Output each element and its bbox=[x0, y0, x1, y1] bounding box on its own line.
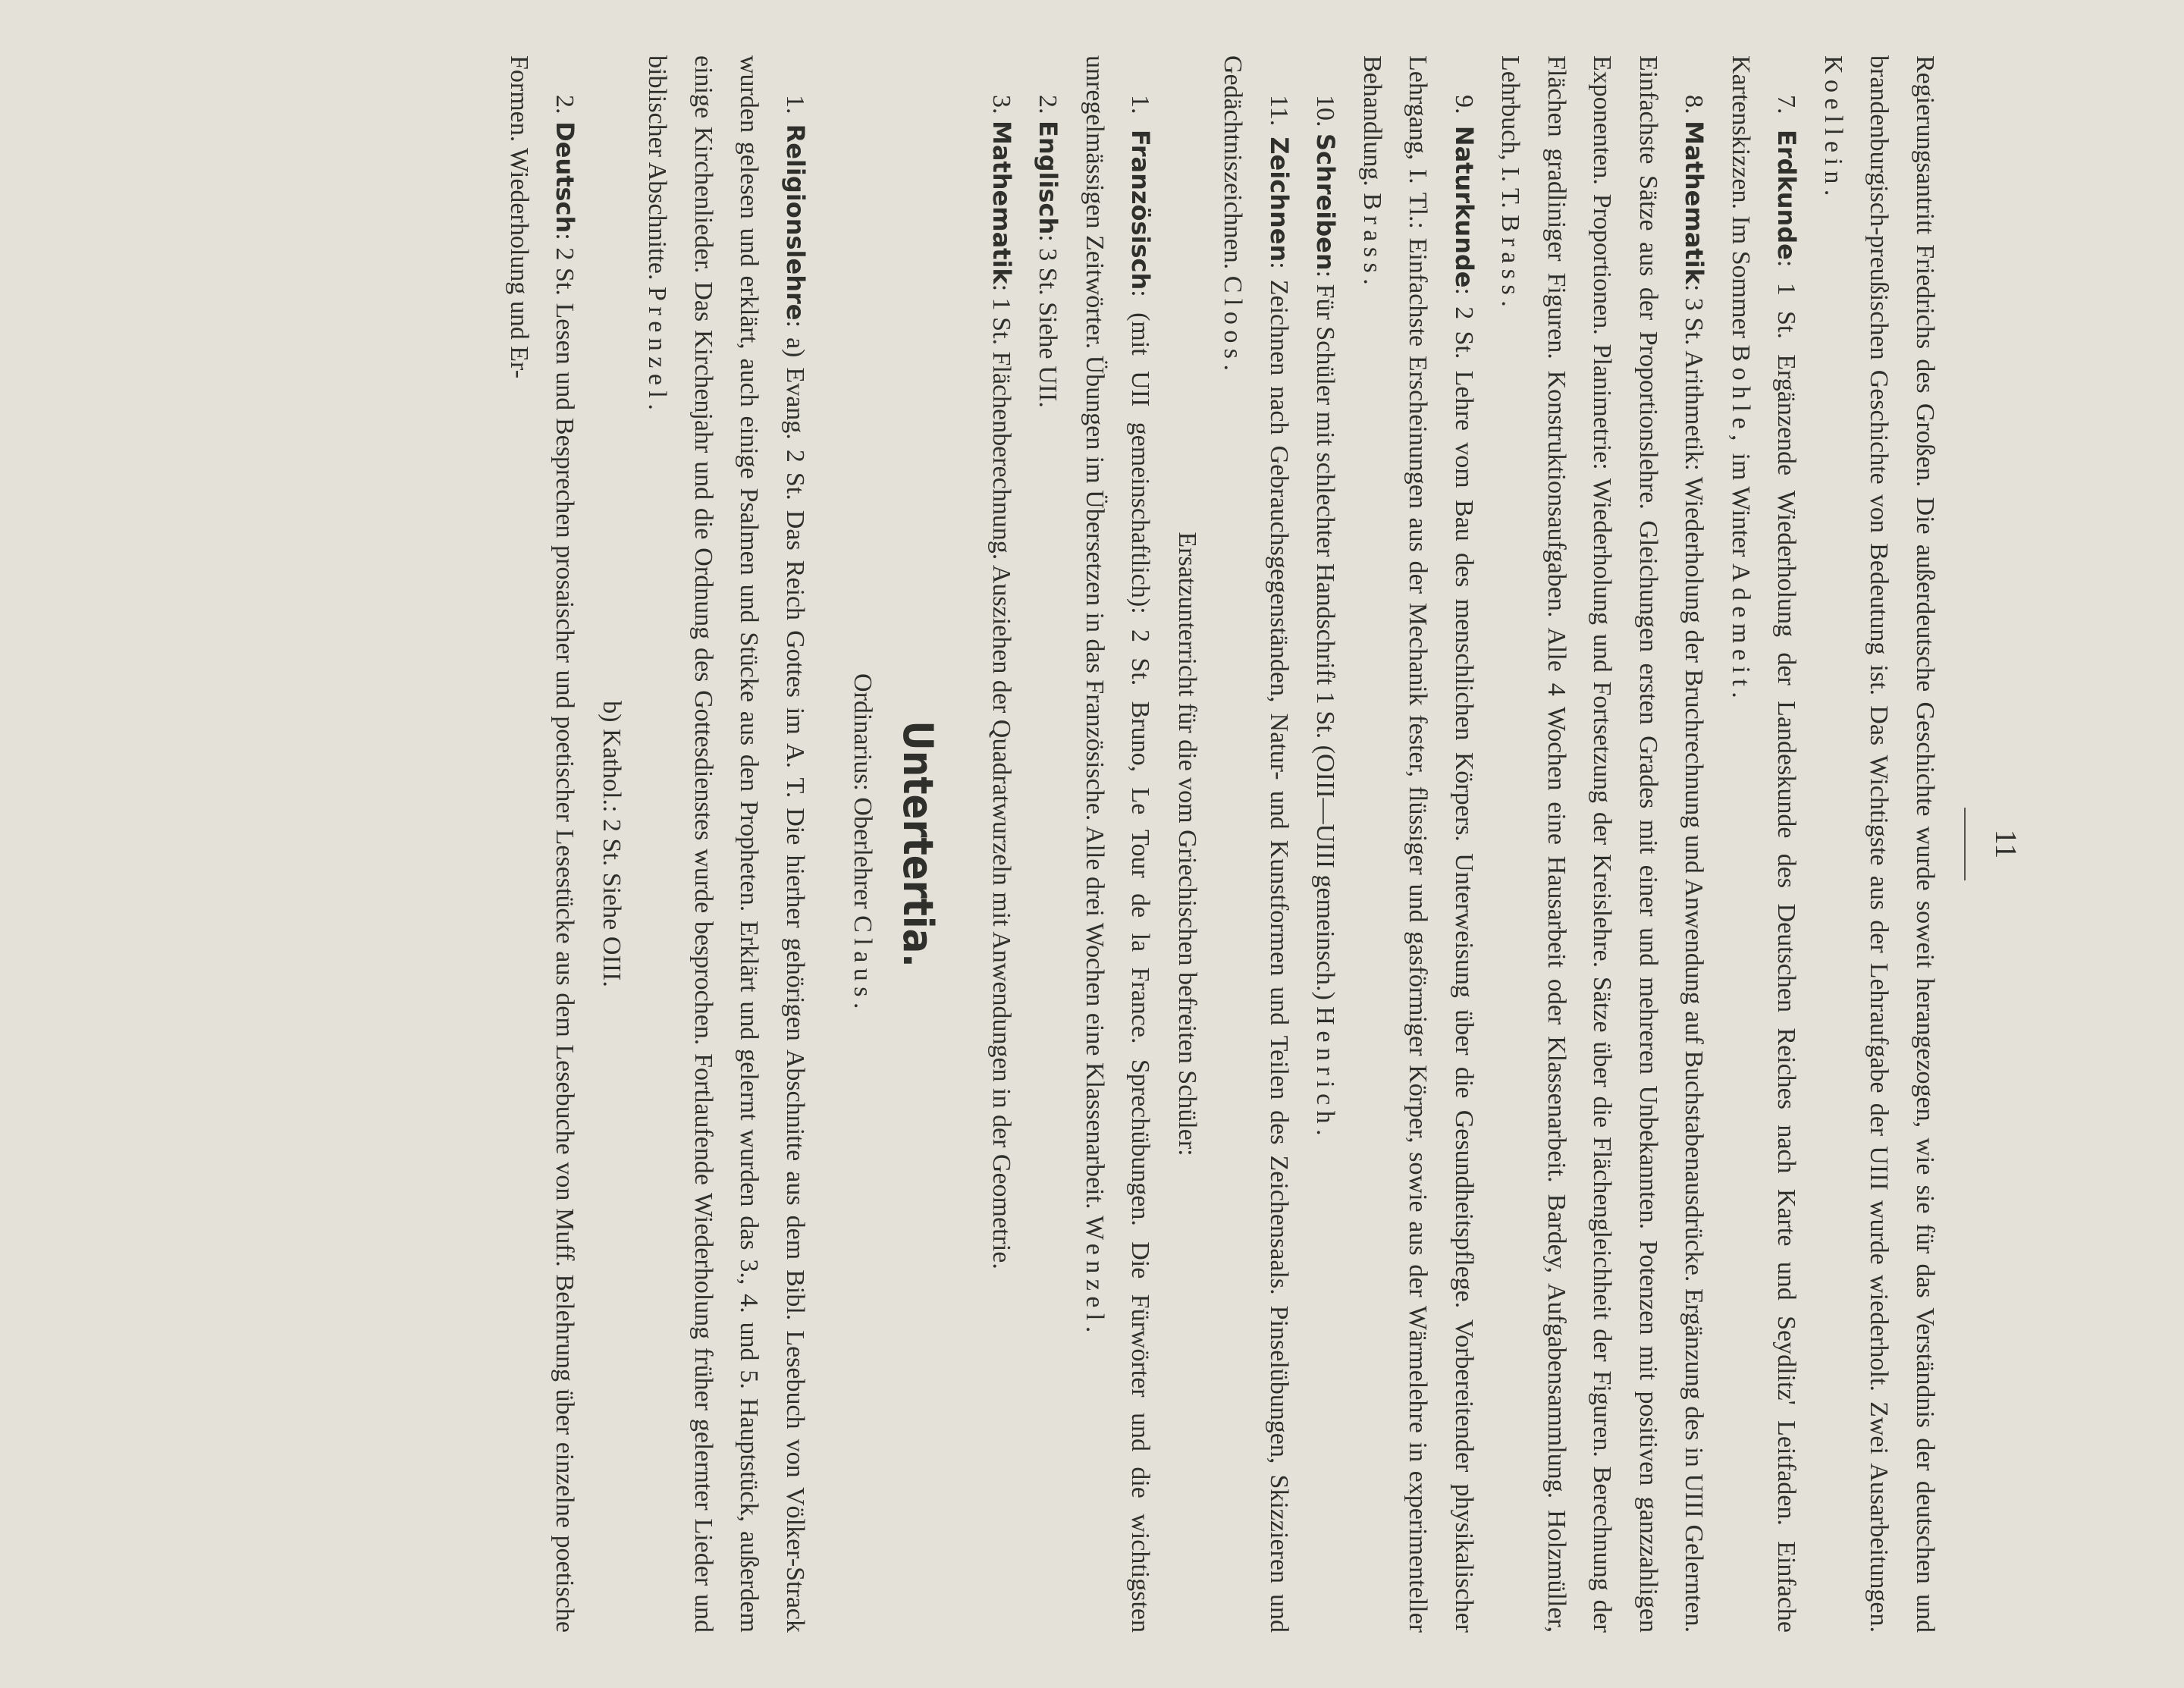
item-deutsch bbox=[496, 55, 588, 1633]
item-number: 10. bbox=[1311, 95, 1340, 127]
item-mathematik bbox=[1487, 55, 1718, 1633]
item-zeichnen bbox=[1210, 55, 1302, 1633]
teacher-name: Claus. bbox=[849, 915, 877, 1015]
teacher-name: Brass. bbox=[1496, 215, 1525, 313]
item-text: : 3 St. Arithmetik: Wiederholung der Bruchrechnung und Anwendung auf Buchstabenausdrücke. Ergänzung des in UIII Gelernten. Einfachste Sätze aus der Proportionslehre. Gleichungen ersten Grades mit einer und mehreren Unbekannten. Potenzen mit positiven ganzzahligen Exponenten. Proportionen. Planimetrie: Wiederholung und Fortsetzung der Kreislehre. Sätze über die Flächengleichheit der Figuren. Berechnung der Flächen gradliniger Figuren. Konstruktionsaufgaben. Alle 4 Wochen eine Hausarbeit oder Klassenarbeit. Bardey, Aufgabensammlung. Holzmüller, Lehrbuch, I. T. bbox=[1496, 55, 1709, 1633]
item-text: : a) Evang. 2 St. Das Reich Gottes im A. T. Die hierher gehörigen Abschnitte aus dem Bibl. Lesebuch von Völker-Strack wurden gelesen und erklärt, auch einige Psalmen und Stücke aus den Propheten. Erklärt und gelernt wurden das 3., 4. und 5. Hauptstück, außerdem einige Kirchenlieder. Das Kirchenjahr und die Ordnung des Gottesdienstes wurde besprochen. Fortlaufende Wiederholung früher gelernter Lieder und biblischer Abschnitte. bbox=[643, 55, 809, 1633]
item-number: 7. bbox=[1772, 95, 1801, 115]
teacher-name: Brass. bbox=[1358, 193, 1386, 291]
item-number: 8. bbox=[1680, 95, 1709, 115]
item-franzoesisch bbox=[1072, 55, 1164, 1633]
page-number: 11 bbox=[1989, 829, 2023, 859]
item-number: 2. bbox=[1034, 95, 1062, 115]
item-schreiben bbox=[1302, 55, 1349, 1633]
subject-heading: Mathematik bbox=[1680, 121, 1709, 284]
page-number-rule bbox=[1964, 808, 1966, 880]
item-number: 9. bbox=[1450, 95, 1478, 115]
teacher-name: Bohle, bbox=[1727, 344, 1755, 447]
item-number: 1. bbox=[1126, 95, 1155, 115]
item-religionslehre bbox=[634, 55, 818, 1633]
teacher-name: Cloos. bbox=[1219, 275, 1247, 377]
subject-heading: Deutsch bbox=[551, 121, 580, 234]
subject-heading: Erdkunde bbox=[1772, 129, 1802, 260]
paragraph-text: Regierungsantritt Friedrichs des Großen. Die außerdeutsche Geschichte wurde soweit herangezogen, wie sie für das Verständnis der deutschen und brandenburgisch-preußischen Geschichte von Bedeutung ist. Das Wichtigste aus der Lehraufgabe der UIII wurde wiederholt. Zwei Ausarbeitungen. bbox=[1865, 55, 1939, 1633]
teacher-name: Wenzel. bbox=[1081, 1215, 1109, 1338]
item-mathematik-ersatz bbox=[978, 55, 1025, 1633]
subject-heading: Zeichnen bbox=[1265, 136, 1294, 262]
item-number: 3. bbox=[987, 95, 1015, 115]
item-erdkunde bbox=[1718, 55, 1810, 1633]
subject-heading: Religionslehre bbox=[781, 124, 810, 321]
section-title: Untertertia. bbox=[894, 720, 943, 968]
teacher-name: Prenzel. bbox=[643, 287, 672, 416]
item-text: : 1 St. Ergänzende Wiederholung der Landeskunde des Deutschen Reiches nach Karte und Seydlitz' Leitfaden. Einfache Kartenskizzen. Im Sommer bbox=[1727, 55, 1801, 1633]
item-number: 11. bbox=[1265, 95, 1293, 127]
item-text: im Winter bbox=[1727, 453, 1755, 557]
item-text: : Zeichnen nach Gebrauchsgegenständen, Natur- und Kunstformen und Teilen des Zeichensaals. Pinselübungen, Skizzieren und Gedächtniszeichnen. bbox=[1219, 55, 1293, 1633]
item-text: : 2 St. Lehre vom Bau des menschlichen Körpers. Unterweisung über die Gesundheitspflege. Vorbereitender physikalischer Lehrgang, I. Tl.: Einfachste Erscheinungen aus der Mechanik fester, flüssiger und gasförmiger Körper, sowie aus der Wärmelehre in experimenteller Behandlung. bbox=[1358, 55, 1478, 1633]
item-naturkunde bbox=[1349, 55, 1488, 1633]
subject-heading: Französisch bbox=[1126, 129, 1156, 290]
teacher-name: Koellein. bbox=[1819, 55, 1847, 202]
subject-heading: Mathematik bbox=[987, 121, 1016, 284]
item-text: : Für Schüler mit schlechter Handschrift 1 St. (OIII—UIII gemeinsch.) bbox=[1311, 270, 1340, 1000]
text-column bbox=[159, 55, 2025, 1633]
ordinarius-line bbox=[839, 55, 886, 1633]
ordinarius-label: Ordinarius: Oberlehrer bbox=[849, 673, 877, 909]
item-englisch bbox=[1025, 55, 1072, 1633]
ersatz-heading: Ersatzunterricht für die vom Griechischen befreiten Schüler: bbox=[1173, 532, 1201, 1156]
paragraph-frederick bbox=[1810, 55, 1948, 1633]
item-text: : 3 St. Siehe UII. bbox=[1034, 234, 1062, 408]
item-text: : 1 St. Flächenberechnung. Ausziehen der Quadratwurzeln mit Anwendungen in der Geometrie. bbox=[987, 284, 1015, 1269]
item-text: : (mit UII gemeinschaftlich): 2 St. Bruno, Le Tour de la France. Sprechübungen. Die Fürwörter und die wichtigsten unregelmässigen Zeitwörter. Übungen im Übersetzen in das Französische. Alle drei Wochen eine Klassenarbeit. bbox=[1081, 55, 1155, 1633]
teacher-name: Henrich. bbox=[1311, 1006, 1340, 1142]
item-number: 2. bbox=[551, 95, 579, 115]
subject-heading: Englisch bbox=[1034, 121, 1063, 235]
item-text: : 2 St. Lesen und Besprechen prosaischer und poetischer Lesestücke aus dem Lesebuche von Muff. Belehrung über einzelne poetische Formen. Wiederholung und Er- bbox=[505, 55, 579, 1633]
subject-heading: Naturkunde bbox=[1450, 125, 1479, 288]
item-number: 1. bbox=[781, 95, 809, 115]
teacher-name: Ademeit. bbox=[1727, 563, 1755, 704]
item-religionslehre-kathol: b) Kathol.: 2 St. Siehe OIII. bbox=[598, 701, 626, 987]
subject-heading: Schreiben bbox=[1311, 133, 1341, 271]
